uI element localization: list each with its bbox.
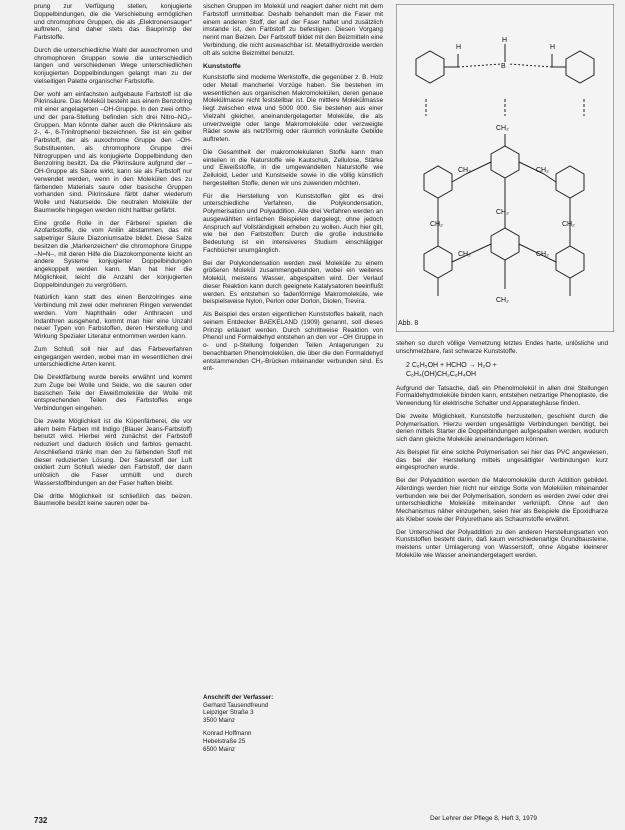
address-block bbox=[203, 702, 381, 725]
chemical-structure-figure bbox=[396, 4, 614, 332]
address-line: 3500 Mainz bbox=[203, 716, 235, 724]
address-line: Konrad Hoffmann bbox=[203, 730, 252, 738]
atom-label: B bbox=[501, 63, 506, 70]
atom-label: CH₂ bbox=[496, 125, 509, 132]
paragraph: Aufgrund der Tatsache, daß ein Phenolmolekül in allen drei Stellungen Formaldehydmoleküle binden kann, entstehen netzartige Phenoplaste, die Verwendung für elektrische Schalter und Apparateghäuse finden. bbox=[396, 384, 608, 407]
atom-label: CH₂ bbox=[562, 221, 575, 228]
atom-label: CH₂ bbox=[458, 251, 471, 258]
address-line: 6500 Mainz bbox=[203, 745, 235, 753]
atom-label: H bbox=[456, 44, 462, 51]
atom-label: CH₂ bbox=[496, 297, 509, 304]
paragraph: Die zweite Möglichkeit, Kunststoffe herzustellen, geschieht durch die Polymerisation. Hierzu werden ungesättigte Verbindungen benötigt, bei denen mittels Starter die Doppelbindungen aufgespalten werden, wodurch sich dann gleiche Moleküle aneinanderlagern können. bbox=[396, 412, 608, 443]
paragraph: Durch die unterschiedliche Wahl der auxochromen und chromophoren Gruppen sowie die unterschiedlich langen und verschiedenen Wege unterschiedlichen konjugierten Doppelbindungen gelangt man zu der vielseitigen Palette organischer Farbstoffe. bbox=[34, 46, 192, 85]
paragraph: stehen so durch völlige Vernetzung letztes Endes harte, unlösliche und unschmelzbare, fast schwarze Kunststoffe. bbox=[396, 340, 608, 355]
paragraph: Der wohl am einfachsten aufgebaute Farbstoff ist die Pikrinsäure. Das Molekül besteht aus einem Benzolring mit einer angelagerten –OH-Gruppe. In den zwei ortho- und der para-Stellung befinden sich drei Nitro–NO₂-Gruppen. Man könnte daher auch die Pikrinsäure als 2-, 4-, 6-Trinitrophenol bezeichnen. Sie ist ein gelber Farbstoff, der als auxochrome Gruppe den –OH-Substituenten, als chromophore Gruppe drei Nitrogruppen und als konjugierte Doppelbindung den Benzolring besitzt. Da die Pikrinsäure aufgrund der –OH-Gruppe als Säure wirkt, kann sie als Farbstoff nur verwendet werden, wenn in den Molekülen des zu färbenden Materials saure oder basische Gruppen vorhanden sind. Pikrinsäure färbt daher wiederum Wolle und Naturseide. Die neutralen Moleküle der Baumwolle hingegen werden nicht haltbar gefärbt. bbox=[34, 90, 192, 214]
text-column-3 bbox=[396, 340, 608, 818]
section-heading: Kunststoffe bbox=[203, 63, 241, 71]
paragraph: Bei der Polyaddition werden die Makromoleküle durch Addition gebildet. Allerdings werden hier nicht nur einzige Sorte von Molekülen miteinander verbunden wie bei der Polymerisation, sondern es werden zwei oder drei unterschiedliche Moleküle miteinander verknüpft. Ohne auf den Mechanismus näher einzugehen, seien hier als Beispiele die Epoxidharze als Kleber sowie der Polyurethane als Schaumstoffe erwähnt. bbox=[396, 477, 608, 523]
paragraph: Die dritte Möglichkeit ist schließlich das beizen. Baumwolle besitzt keine sauren oder ba- bbox=[34, 492, 192, 508]
page-number: 732 bbox=[34, 816, 48, 825]
address-title: Anschrift der Verfasser: bbox=[203, 694, 274, 701]
author-address bbox=[203, 694, 381, 759]
atom-label: CH₂ bbox=[536, 251, 549, 258]
paragraph: sischen Gruppen im Molekül und reagiert daher nicht mit dem Farbstoff unmittelbar. Deshalb behandelt man die Faser mit einem anderen Stoff, der auf der Faser haftet und zusätzlich imstande ist, den Farbstoff zu befestigen. Diesen Vorgang nennt man Beizen. Der Farbstoff bildet mit den Beizmitteln eine Verbindung, die nicht auswaschbar ist. Metallhydroxide werden oft als solche Beizmittel benutzt. bbox=[203, 3, 383, 57]
paragraph: Als Beispiel für eine solche Polymerisation sei hier das PVC angewiesen, das bei der Herstellung mittels ungesättigter Verbindungen kurz eingesprochen wurde. bbox=[396, 448, 608, 472]
reaction-equation bbox=[406, 361, 608, 379]
paragraph: Bei der Polykondensation werden zwei Moleküle zu einem größeren Molekül zusammengebunden, wobei ein weiteres Molekül, meistens Wasser, abgespalten wird. Der Verlauf dieser Reaktion kann durch geeignete Katalysatoren beeinflußt werden. Es entstehen so fadenförmige Makromoleküle, wie beispielsweise Nylon, Perlon oder Dorlon, Diolen, Trevira. bbox=[203, 259, 383, 306]
address-line: Gerhard Tausendfreund bbox=[203, 701, 269, 709]
journal-footer: Der Lehrer der Pflege 8, Heft 3, 1979 bbox=[430, 815, 537, 822]
paragraph: Eine große Rolle in der Färberei spielen die Azofarbstoffe, die vom Anilin abstammen, das mit salpetriger Säure Diazoniumsalze bildet. Diese Salze besitzen die „Markenzeichen“ die chromophore Gruppe –N=N–, mit deren Hilfe die Diazokomponente leicht an andere Systeme konjugierter Doppelbindungen angekoppelt werden kann. Man hat hier die Möglichkeit, leicht die Anzahl der konjugierten Doppelbindungen zu vergrößern. bbox=[34, 219, 192, 289]
address-block bbox=[203, 730, 381, 753]
atom-label: CH₂ bbox=[496, 209, 509, 216]
paragraph: Der Unterschied der Polyaddition zu den anderen Herstellungsarten von Kunststoffen besteht darin, daß kaum verschiedenartige Grundbausteine, meistens unter Umlagerung von Wasserstoff, ohne Abgabe kleinerer Moleküle wie Wasser aneinandergelagert werden. bbox=[396, 528, 608, 559]
address-line: Leipziger Straße 3 bbox=[203, 709, 254, 717]
atom-label: H bbox=[550, 44, 556, 51]
atom-label: CH₂ bbox=[536, 167, 549, 174]
paragraph: Die zweite Möglichkeit ist die Küpenfärberei, die vor allem beim Färben mit Indigo (Blauer Jeans-Farbstoff) benutzt wird. Hierbei wird zunächst der Farbstoff reduziert und dadurch löslich und farblos gemacht. Anschließend tränkt man den zu färbenden Stoff mit dieser reduzierten Lösung. Der Sauerstoff der Luft oxidiert zum Schluß wieder den Farbstoff, der dann unlöslich die Faser umhüllt und durch Wasserstoffbindungen an der Faser haften bleibt. bbox=[34, 417, 192, 487]
figure-caption: Abb. 8 bbox=[398, 320, 419, 327]
paragraph: Die Gesamtheit der makromolekularen Stoffe kann man einteilen in die Naturstoffe wie Kautschuk, Zellulose, Stärke und Eiweißstoffe, in die umgewandelten Naturstoffe wie Zelluloid, Leder und Kunstseide sowie in die völlig künstlich hergestellten Stoffe, denen wir uns zuwenden möchten. bbox=[203, 148, 383, 187]
paragraph: Für die Herstellung von Kunststoffen gibt es drei unterschiedliche Verfahren, die Polykondensation, Polymerisation und Polyaddition. Alle drei Verfahren werden an ausgewählten einfachen Beispielen dargelegt, ohne jedoch Anspruch auf Vollständigkeit erheben zu wollen. Auch hier gilt, wie bei den Farbstoffen: Durch die große industrielle Bedeutung ist ein intensiveres Studium einschlägiger Fachbücher unumgänglich. bbox=[203, 192, 383, 254]
paragraph: Die Direktfärbung wurde bereits erwähnt und kommt zum Zuge bei Wolle und Seide, wo die sauren oder basischen Teile der Eiweißmoleküle der Wolle mit entsprechenden Teilen des Farbstoffes enge Verbindungen eingehen. bbox=[34, 374, 192, 412]
atom-label: CH₂ bbox=[458, 167, 471, 174]
paragraph: Zum Schluß soll hier auf das Färbeverfahren eingegangen werden, wobei man im wesentlichen drei unterschiedliche Arten kennt. bbox=[34, 345, 192, 369]
text-column-1 bbox=[34, 3, 192, 808]
equation-line: 2 C₆H₅OH + HCHO → H₂O + bbox=[406, 361, 497, 369]
paragraph: Kunststoffe sind moderne Werkstoffe, die gegenüber z. B. Holz oder Metall mancherlei Vorzüge haben. Sie bestehen im wesentlichen aus organischen Makromolekülen, deren genaue Molekülmasse nicht feststellbar ist. Die mittlere Molekülmasse liegt zwischen etwa und 5000 000. Sie bestehen aus einer Vielzahl gleicher, aneinandergelagerter Moleküle, die als unverzweigte oder lange Makromoleküle oder verzweigte Räder sowie als netzförmig oder räumlich vorknäulte Gebilde auftreten. bbox=[203, 74, 383, 143]
atom-label: CH₂ bbox=[430, 221, 443, 228]
atom-label: H bbox=[502, 37, 508, 44]
paragraph: Natürlich kann statt des einen Benzolringes eine Verbindung mit zwei oder mehreren Ringen verwendet werden. Vom Naphthalin oder Anthracen und Indanthren ausgehend, kommt man hier eine Unzahl neuer Typen von Farbstoffen, deren Herstellung und Wirkung Spezialer Literatur entnommen werden kann. bbox=[34, 294, 192, 340]
address-line: Hebelstraße 25 bbox=[203, 737, 246, 745]
paragraph: prung zur Verfügung stellen, konjugierte Doppelbindungen, die die Verschiebung ermöglichen und chromophore Gruppen, die als „Elektronensauger“ auftreten, sind daher stets das Bauprinzip der Farbstoffe. bbox=[34, 3, 192, 41]
equation-line: C₆H₄(OH)CH₂C₆H₄OH bbox=[406, 370, 477, 378]
paragraph: Als Beispiel des ersten eigentlichen Kunststoffes bakelit, nach seinem Entdecker BAEKELAND (1909) genannt, soll dieses Prinzip erläutert werden. Durch schrittweise Reaktion von Phenol und Formaldehyd entstehen an den vor –OH Gruppe in o- und p-Stellung folgenden Teilen Anlagerungen zu benachbarten Phenolmolekülen, die über die den Formaldehyd entstammenden CH₂-Brücken miteinander verbunden sind. Es ent- bbox=[203, 311, 383, 373]
